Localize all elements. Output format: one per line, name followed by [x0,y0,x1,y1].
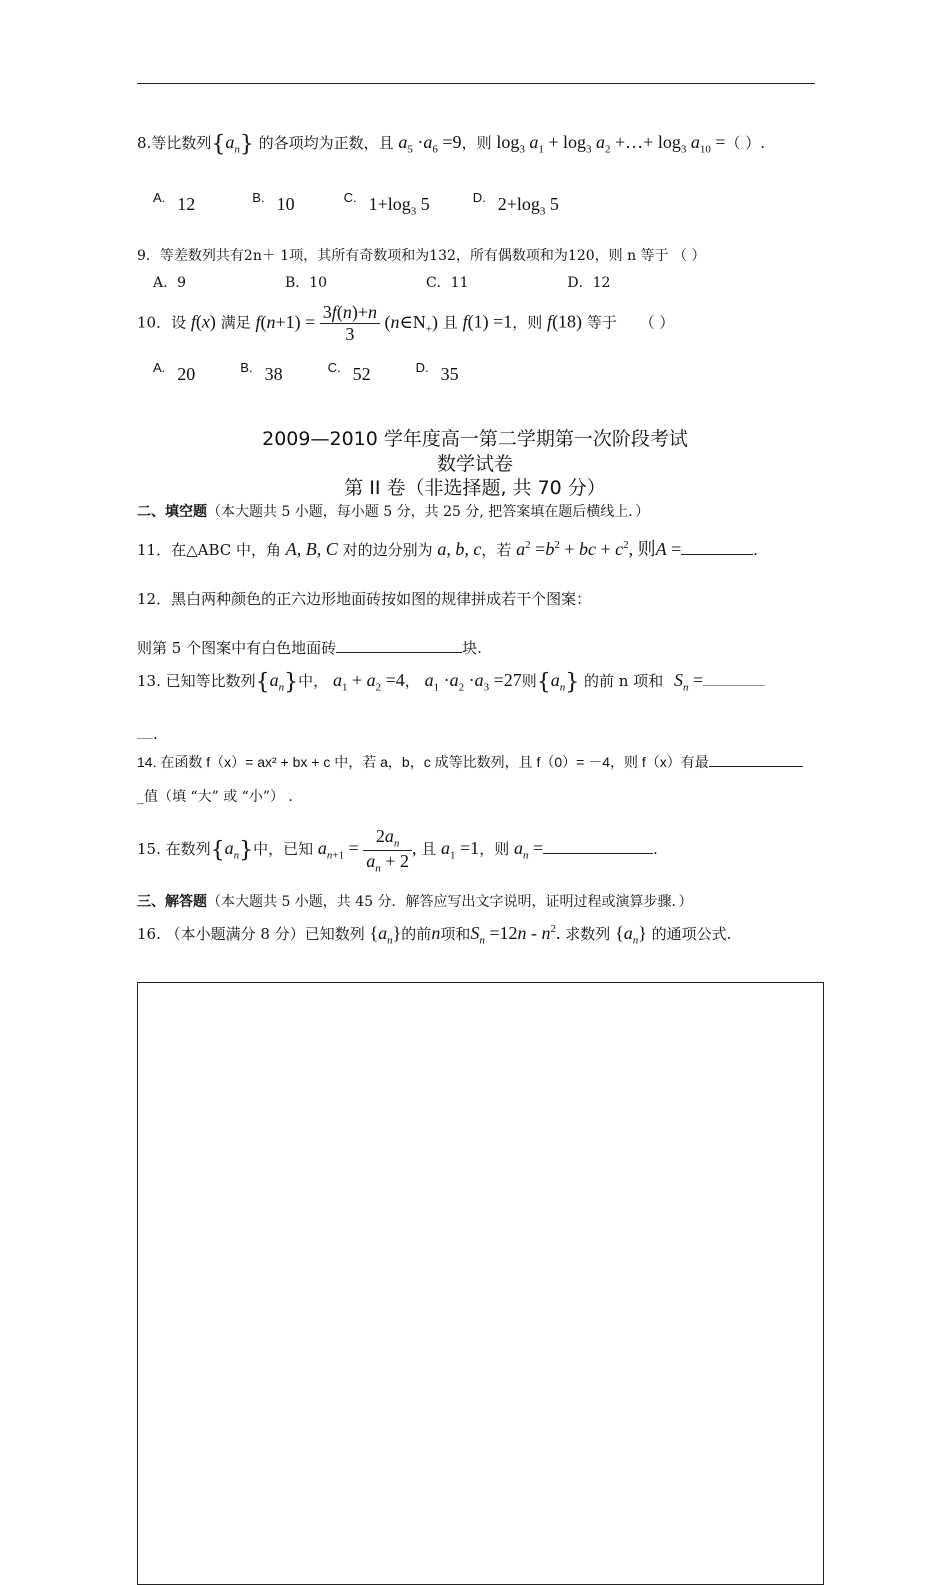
section-3-heading [137,891,693,911]
q14-answer-blank[interactable] [709,766,803,767]
q9-options [153,272,610,292]
q15-answer-blank[interactable] [543,853,653,854]
q8-condition: $a_5 \cdot a_6 =9$ [398,132,462,156]
q10-option-a: $^{A.}$ 20 [153,360,196,384]
q8-option-a: $^{A.}$ 12 [153,190,196,214]
question-12-ask: 则第 5 个图案中有白色地面砖 块. [137,639,482,657]
q9-option-d: D．12 [567,275,611,291]
question-9: 9．等差数列共有2n＋ 1项，其所有奇数项和为132，所有偶数项和为120，则 n 等于 （ ） [137,248,706,264]
q8-sequence: $a_n$ [225,132,240,156]
q10-options [153,360,459,385]
q8-text-1: 等比数列 [151,134,212,152]
q13-answer-blank[interactable] [703,685,765,686]
q8-option-b: $^{B.}$ 10 [252,190,295,214]
q9-option-a: A．9 [153,275,187,291]
question-12: 12．黑白两种颜色的正六边形地面砖按如图的规律拼成若干个图案： [137,590,592,608]
q8-number: 8. [137,134,152,152]
q11-answer-blank[interactable] [681,554,753,555]
q10-option-b: $^{B.}$ 38 [240,360,283,384]
q15-recurrence: $a_{n+1}$ = $\frac{2a_n}{a_n + 2}$ , [317,826,417,875]
question-8: 8.等比数列$\{a_n\}$ 的各项均为正数，且 $a_5 \cdot a_6 =9$，则 $\log_3 a_1 + \log_3 a_2$ +…+ $\log_3 a_{10}$ =（ ）. [137,132,766,157]
q10-recurrence: f(n+1) = $\frac{3f(n)+n}{3}$ $(n\in N_+)$ [255,302,439,344]
q8-expression: $\log_3 a_1 + \log_3 a_2$ +…+ $\log_3 a_{10}$ = [496,132,726,156]
q11-condition: $a^2 =b^2$ + bc + $c^2$, 则A = [516,539,682,559]
section-2-heading [137,501,649,521]
q10-option-c: $^{C.}$ 52 [327,360,371,384]
section-3-desc: （本大题共 5 小题，共 45 分．解答应写出文字说明，证明过程或演算步骤．） [207,894,693,910]
question-16: 16. （本小题满分 8 分）已知数列 $\{a_n\}$的前n项和$S_n =12n - n^2$. 求数列 $\{a_n\}$ 的通项公式. [137,923,732,947]
question-14-tail: _值（填 “大” 或 “小”） . [137,789,293,805]
question-14: 14. 在函数 f（x）= ax² + bx + c 中，若 a，b，c 成等比数列，且 f（0）= －4，则 f（x）有最 [137,752,803,772]
q16-answer-box[interactable] [137,982,824,1585]
q13-tail: . [137,725,158,743]
section-2-title: 二、填空题 [137,504,207,520]
q8-options [153,190,559,218]
q8-option-c: $^{C.}$ $1+\log_3$ 5 [343,190,430,218]
part-title: 第 II 卷（非选择题, 共 70 分） [344,477,606,499]
exam-title: 2009—2010 学年度高一第二学期第一次阶段考试 [262,428,688,450]
section-2-desc: （本大题共 5 小题，每小题 5 分，共 25 分, 把答案填在题后横线上．） [207,504,650,520]
question-15: 15. 在数列$\{a_n\}$中，已知 $a_{n+1}$ = $\frac{2a_n}{a_n + 2}$ , 且 $a_1 =1$，则 $a_n$ = . [137,826,658,875]
q10-option-d: $^{D.}$ 35 [415,360,459,384]
q8-text-3: ，则 [461,134,492,152]
question-10: 10．设 f(x) 满足 f(n+1) = $\frac{3f(n)+n}{3}$ $(n\in N_+)$ 且 f(1) =1，则 f(18) 等于 （ ） [137,302,675,344]
exam-subject: 数学试卷 [436,453,513,475]
header-rule [137,83,815,84]
q9-option-c: C．11 [425,275,469,291]
q8-paren: （ ）. [725,134,766,152]
section-3-title: 三、解答题 [137,894,207,910]
question-13: 13. 已知等比数列$\{a_n\}$中， $a_1 + a_2 =4$， $a_1 \cdot a_2 \cdot a_3 =27$则$\{a_n\}$ 的前 n 项和 $S_n$ = [137,670,765,695]
q9-option-b: B．10 [284,275,328,291]
q8-text-2: 的各项均为正数，且 [258,134,394,152]
q8-option-d: $^{D.}$ $2+\log_3$ 5 [472,190,559,218]
question-11: 11．在△ABC 中，角 A, B, C 对的边分别为 a, b, c，若 $a^2 =b^2$ + bc + $c^2$, 则A = . [137,539,759,559]
q12-answer-blank[interactable] [336,652,462,653]
